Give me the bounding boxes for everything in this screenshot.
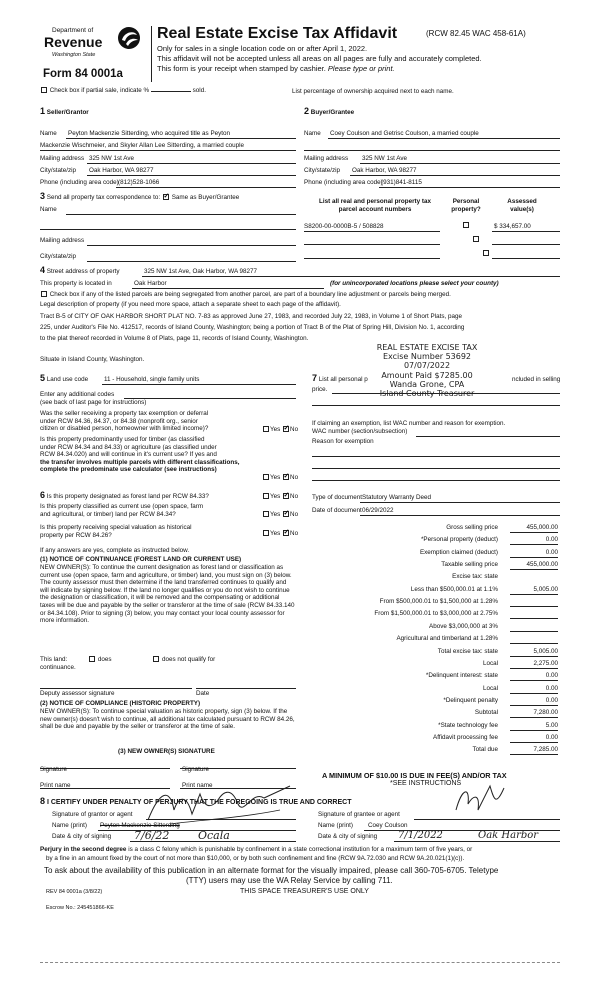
doc-date[interactable]: 06/29/2022 xyxy=(362,507,394,514)
section7-heading xyxy=(312,373,368,383)
forest-no-checkbox[interactable] xyxy=(283,493,289,499)
same-as-buyer-label: Same as Buyer/Grantee xyxy=(171,194,240,201)
calc-row-value[interactable]: 455,000.00 xyxy=(510,524,558,533)
dept-line1: Department of xyxy=(52,27,94,34)
land-use-label: Land use code xyxy=(46,376,89,383)
calc-row-value[interactable] xyxy=(510,598,558,607)
treasurer-stamp xyxy=(352,343,502,398)
notice3-title: (3) NEW OWNER(S) SIGNATURE xyxy=(118,748,215,755)
section4-segregate-row xyxy=(40,291,451,298)
timber-answer xyxy=(262,474,298,481)
forest-yes-label: Yes xyxy=(270,493,281,500)
exemption-q-line1: Was the seller receiving a property tax exemption or deferral xyxy=(40,410,209,417)
seller-num: 1 xyxy=(40,106,46,116)
section3-mail-underline xyxy=(87,245,296,246)
timber-no-label: No xyxy=(290,474,299,481)
exemption-yes-checkbox[interactable] xyxy=(263,426,269,432)
calc-row-label: Local xyxy=(482,684,498,692)
calc-row-label: Taxable selling price xyxy=(441,561,498,569)
grantee-sig-label: Signature of grantee or agent xyxy=(318,811,400,818)
grantee-date-label: Date & city of signing xyxy=(318,833,378,840)
calc-row-label: *State technology fee xyxy=(438,721,498,729)
section6-num: 6 xyxy=(40,490,46,500)
parcel-row3-underline xyxy=(304,258,440,259)
partial-sale-sold: sold. xyxy=(192,87,206,94)
parcel-row2-personal-checkbox[interactable] xyxy=(473,236,479,242)
parcels-header2-b: property? xyxy=(451,206,481,213)
calc-row-label: Exemption claimed (deduct) xyxy=(419,548,498,556)
stamp-line3: 07/07/2022 xyxy=(403,361,451,371)
stamp-line2: Excise Number 53692 xyxy=(382,352,472,362)
seller-name-label: Name xyxy=(40,130,57,137)
current-use-q-line2: and agricultural, or timber) land per RCW 84.34? xyxy=(40,510,176,518)
certify-text: I CERTIFY UNDER PENALTY OF PERJURY THAT THE FOREGOING IS TRUE AND CORRECT xyxy=(46,799,352,806)
deputy-date-label: Date xyxy=(196,690,210,697)
seller-mail[interactable]: 325 NW 1st Ave xyxy=(89,155,135,162)
minimum-due-note: A MINIMUM OF $10.00 IS DUE IN FEE(S) AND/OR TAX xyxy=(322,771,507,780)
land-use-underline xyxy=(102,384,296,385)
buyer-phone[interactable]: (931)841-8115 xyxy=(381,179,422,186)
partial-sale-label: Check box if partial sale, indicate % xyxy=(49,87,150,94)
seller-heading xyxy=(40,106,89,116)
historic-yes-checkbox[interactable] xyxy=(263,530,269,536)
exemption-q-line2: under RCW 84.36, 84.37, or 84.38 (nonprofit org., senior xyxy=(40,417,198,425)
perjury-line2: by a fine in an amount fixed by the court of not more than $10,000, or by both such confinement and fine (RCW 9A.72.030 and RCW 9A.20.021(1)(c)). xyxy=(46,855,465,862)
exemption-no-checkbox[interactable] xyxy=(283,426,289,432)
grantor-name[interactable]: Peyton Mackenzie Sitterding xyxy=(100,822,180,829)
parcel-row2-underline xyxy=(304,244,440,245)
section3-name-underline xyxy=(66,214,296,215)
doc-date-underline xyxy=(360,515,560,516)
calc-row-value[interactable]: 0.00 xyxy=(510,697,558,706)
parcel-row1-val-underline xyxy=(492,231,560,232)
alt-format-line1: To ask about the availability of this publication in an alternate format for the visually impaired, please call 360-705-6705. Teletype xyxy=(44,866,499,875)
legal-description-label: Legal description of property (if you need more space, attach a separate sheet to each page of the affidavit). xyxy=(40,301,341,308)
calc-row-value[interactable]: 5.00 xyxy=(510,722,558,731)
section4-located-note: (for unincorporated locations please select your county) xyxy=(330,280,499,287)
escrow-number: Escrow No.: 245451866-KE xyxy=(46,905,114,911)
parcel-row1-underline xyxy=(304,231,440,232)
treasurer-use-note: THIS SPACE TREASURER'S USE ONLY xyxy=(240,888,369,895)
section3-extra-underline xyxy=(40,229,296,230)
calc-row-label: Less than $500,000.01 at 1.1% xyxy=(410,585,498,593)
historic-q-line1: Is this property receiving special valuation as historical xyxy=(40,524,192,531)
calc-row-label: Total excise tax: state xyxy=(437,647,498,655)
section5-heading xyxy=(40,373,88,383)
additional-codes-underline xyxy=(124,398,296,399)
calc-row-label: *Delinquent penalty xyxy=(443,696,498,704)
calc-row-label: Total due xyxy=(472,746,498,754)
grantee-date-line xyxy=(394,841,560,842)
current-use-answer xyxy=(262,511,298,518)
section5-num: 5 xyxy=(40,373,46,383)
doc-date-label: Date of document xyxy=(312,507,362,514)
header-line2: This affidavit will not be accepted unless all areas on all pages are fully and accurately completed. xyxy=(157,54,482,63)
new-owner-sig1-label: Signature xyxy=(40,766,67,773)
timber-q-line3: RCW 84.34.020) and will continue in it's current use? If yes and xyxy=(40,451,217,459)
timber-question xyxy=(40,436,239,474)
timber-yes-label: Yes xyxy=(270,474,281,481)
parcels-header1 xyxy=(310,198,440,214)
timber-no-checkbox[interactable] xyxy=(283,474,289,480)
section3-text: Send all property tax correspondence to: xyxy=(46,194,161,201)
claim-exemption-text: If claiming an exemption, list WAC number and reason for exemption. xyxy=(312,420,506,427)
section3-mail-label: Mailing address xyxy=(40,237,85,244)
forest-question: Is this property designated as forest land per RCW 84.33? xyxy=(46,493,209,500)
seller-name-underline2 xyxy=(40,150,296,151)
exemption-question xyxy=(40,410,208,433)
historic-answer xyxy=(262,530,298,537)
personal-property-underline1 xyxy=(332,393,560,394)
partial-sale-checkbox[interactable] xyxy=(41,87,47,93)
reason-underline3 xyxy=(312,480,560,481)
calc-row-label: Agricultural and timberland at 1.28% xyxy=(396,635,498,643)
parcel-row3-val-underline xyxy=(492,258,560,259)
historic-q-line2: property per RCW 84.26? xyxy=(40,531,112,539)
grantee-date[interactable]: 7/1/2022 xyxy=(398,830,443,841)
does-label: does xyxy=(97,656,112,663)
personal-property-underline2 xyxy=(312,405,560,406)
stamp-line5: Wanda Grone, CPA xyxy=(389,379,465,389)
current-use-q-line1: Is this property classified as current use (open space, farm xyxy=(40,503,204,510)
calc-row-label: Subtotal xyxy=(474,709,498,717)
calc-row-value[interactable]: 0.00 xyxy=(510,549,558,558)
section7-text1: List all personal p xyxy=(318,376,368,383)
perjury-text1: is a class C felony which is punishable by confinement in a state correctional institution for a maximum term of five years, or xyxy=(128,846,473,853)
new-owner-print1-label: Print name xyxy=(40,782,71,789)
section4-street-row xyxy=(40,265,120,275)
current-use-yes-checkbox[interactable] xyxy=(263,511,269,517)
seller-title: Seller/Grantor xyxy=(46,109,89,116)
timber-yes-checkbox[interactable] xyxy=(263,474,269,480)
header-line3-text: This form is your receipt when stamped by cashier. xyxy=(157,64,326,73)
calc-row-value[interactable]: 0.00 xyxy=(510,685,558,694)
forest-yes-checkbox[interactable] xyxy=(263,493,269,499)
buyer-phone-underline xyxy=(379,187,560,188)
land-use-code[interactable]: 11 - Household, single family units xyxy=(104,376,200,383)
historic-yes-label: Yes xyxy=(270,530,281,537)
parcel-row1-personal-checkbox[interactable] xyxy=(463,222,469,228)
calc-row-value[interactable] xyxy=(510,610,558,619)
legal-desc-line3: to the plat thereof recorded in Volume 8 of Plats, page 11, records of Island County, Washington. xyxy=(40,335,309,342)
parcel-row2-val-underline xyxy=(492,244,560,245)
seller-name-line1[interactable]: Peyton Mackenzie Sitterding, who acquired title as Peyton xyxy=(68,130,231,137)
section3-heading xyxy=(40,191,239,201)
section4-street-label: Street address of property xyxy=(46,268,120,275)
does-checkbox[interactable] xyxy=(89,656,95,662)
notice2-body: NEW OWNER(S): To continue special valuation as historic property, sign (3) below. If the new owner(s) doesn't wish to continue, all additional tax calculated pursuant to RCW 84.26, shall be due and payable by the seller or transferor at the time of sale. xyxy=(40,708,295,731)
doc-type[interactable]: Statutory Warranty Deed xyxy=(362,494,432,501)
calc-row-label: *Delinquent interest: state xyxy=(425,672,498,680)
historic-no-checkbox[interactable] xyxy=(283,530,289,536)
additional-codes-note: (see back of last page for instructions) xyxy=(40,399,147,406)
section4-num: 4 xyxy=(40,265,46,275)
segregated-checkbox[interactable] xyxy=(41,291,47,297)
parcels-header1-b: parcel account numbers xyxy=(338,206,412,213)
reason-underline2 xyxy=(312,468,560,469)
does-not-label: does not qualify for xyxy=(161,656,216,663)
legal-desc-line2: 225, under Auditor's File No. 412517, records of Island County, Washington; being a portion of Tract B of the Plat of Spring Hill, Division No. 1, according xyxy=(40,324,465,331)
same-as-buyer-checkbox[interactable] xyxy=(163,194,169,200)
buyer-name-underline1 xyxy=(328,138,560,139)
timber-q-line5: complete the predominate use calculator (see instructions) xyxy=(40,466,217,474)
buyer-city-underline xyxy=(350,175,560,176)
timber-q-line4: the transfer involves multiple parcels with different classifications, xyxy=(40,458,240,466)
dor-swirl-icon xyxy=(116,26,142,50)
seller-name-line2[interactable]: Mackenzie Wischmeier, and Skyler Allan Lee Sitterding, a married couple xyxy=(40,142,245,149)
calc-row-label: Gross selling price xyxy=(446,524,498,531)
calc-row-value[interactable]: 455,000.00 xyxy=(510,561,558,570)
seller-name-underline1 xyxy=(66,138,296,139)
deputy-signature-label: Deputy assessor signature xyxy=(40,690,115,697)
calc-row-value[interactable] xyxy=(510,623,558,632)
historic-question xyxy=(40,524,192,539)
calc-row-value[interactable] xyxy=(510,635,558,644)
parcels-header2 xyxy=(446,198,486,214)
exemption-answer xyxy=(262,426,298,433)
reason-underline1 xyxy=(312,456,560,457)
parcels-header1-a: List all real and personal property tax xyxy=(319,198,431,205)
parcels-header3-b: value(s) xyxy=(510,206,534,213)
this-land-row xyxy=(40,656,215,663)
buyer-name-underline2 xyxy=(304,150,560,151)
continuance-label: continuance. xyxy=(40,664,76,671)
section3-name-label: Name xyxy=(40,206,57,213)
dor-logo xyxy=(40,27,150,67)
notice1-title: (1) NOTICE OF CONTINUANCE (FOREST LAND OR CURRENT USE) xyxy=(40,556,242,563)
buyer-name-line1[interactable]: Coey Coulson and Getrisc Coulson, a married couple xyxy=(330,130,479,137)
forest-no-label: No xyxy=(290,493,299,500)
wac-underline xyxy=(416,436,560,437)
buyer-name-label: Name xyxy=(304,130,321,137)
grantor-name-label: Name (print) xyxy=(52,822,87,829)
calc-row-value[interactable]: 5,005.00 xyxy=(510,586,558,595)
seller-city-label: City/state/zip xyxy=(40,167,77,174)
calc-row-value[interactable]: 7,285.00 xyxy=(510,746,558,755)
historic-no-label: No xyxy=(290,530,299,537)
calc-row-value[interactable]: 7,280.00 xyxy=(510,709,558,718)
partial-sale-row xyxy=(40,87,206,94)
exemption-no-label: No xyxy=(290,426,299,433)
parcels-header3 xyxy=(492,198,552,214)
segregated-label: Check box if any of the listed parcels are being segregated from another parcel, are part of a boundary line adjustment or parcels being merged. xyxy=(49,291,451,298)
seller-city-underline xyxy=(87,175,296,176)
section4-street-underline xyxy=(142,276,560,277)
list-percentage-note: List percentage of ownership acquired next to each name. xyxy=(292,88,454,95)
dept-line2: Revenue xyxy=(44,34,103,50)
section3-num: 3 xyxy=(40,191,46,201)
section4-located[interactable]: Oak Harbor xyxy=(134,280,167,287)
current-use-no-label: No xyxy=(290,511,299,518)
section7-text1b: ncluded in selling xyxy=(512,376,561,383)
current-use-no-checkbox[interactable] xyxy=(283,511,289,517)
buyer-title: Buyer/Grantee xyxy=(310,109,355,116)
parcel-row3-personal-checkbox[interactable] xyxy=(483,250,489,256)
section6-q1 xyxy=(40,490,209,500)
header-line1: Only for sales in a single location code on or after April 1, 2022. xyxy=(157,44,368,53)
notice1-body: NEW OWNER(S): To continue the current designation as forest land or classification as current use (open space, farm and agriculture, or timber) land, you must sign on (3) below. The county assessor must then determine if the land transferred continues to qualify and will indicate by signing below. If the land no longer qualifies or you do not wish to continue the designation or classification, it will be removed and the compensating or additional taxes will be due and payable by the seller or transferor at the time of sale (RCW 84.33.140 or 84.34.108). Prior to signing (3) below, you may contact your local county assessor for more information. xyxy=(40,564,295,625)
section4-located-label: This property is located in xyxy=(40,280,112,287)
form-number: Form 84 0001a xyxy=(43,68,123,80)
timber-q-line2: under RCW 84.34 and 84.33) or agriculture (as classified under xyxy=(40,443,217,451)
footer-dashed-line xyxy=(40,962,560,963)
calc-row-label: From $500,000.01 to $1,500,000 at 1.28% xyxy=(379,598,498,606)
seller-phone-label: Phone (including area code) xyxy=(40,179,119,186)
rev-number: REV 84 0001a (3/8/22) xyxy=(46,889,103,895)
deputy-sig-line xyxy=(40,688,192,689)
calc-row-label: Local xyxy=(482,659,498,667)
exemption-yes-label: Yes xyxy=(270,426,281,433)
buyer-num: 2 xyxy=(304,106,310,116)
grantor-date[interactable]: 7/6/22 xyxy=(134,829,170,842)
parcel-row1-value[interactable]: $ 334,657.00 xyxy=(494,223,531,230)
seller-mail-label: Mailing address xyxy=(40,155,85,162)
buyer-city-label: City/state/zip xyxy=(304,167,341,174)
grantor-date-line xyxy=(130,841,296,842)
section8-num: 8 xyxy=(40,796,46,806)
stamp-line6: Island County Treasurer xyxy=(379,389,475,399)
grantor-city[interactable]: Ocala xyxy=(198,829,230,842)
header-line3 xyxy=(157,64,395,73)
parcel-row1-number[interactable]: S8200-00-0000B-5 / 508828 xyxy=(304,223,384,230)
legal-desc-line4: Situate in Island County, Washington. xyxy=(40,356,145,363)
notice2-title: (2) NOTICE OF COMPLIANCE (HISTORIC PROPERTY) xyxy=(40,700,201,707)
section3-city-label: City/state/zip xyxy=(40,253,77,260)
grantee-name[interactable]: Coey Coulson xyxy=(368,822,408,829)
calc-row-label: Affidavit processing fee xyxy=(433,733,498,741)
buyer-mail[interactable]: 325 NW 1st Ave xyxy=(362,155,408,162)
exemption-q-line3: citizen or disabled person, homeowner with limited income)? xyxy=(40,425,209,433)
new-owner-sig2-label: Signature xyxy=(182,766,209,773)
doc-type-label: Type of document xyxy=(312,494,363,501)
section7-num: 7 xyxy=(312,373,318,383)
wac-label: WAC number (section/subsection) xyxy=(312,428,408,435)
stamp-line1: REAL ESTATE EXCISE TAX xyxy=(376,343,478,352)
timber-q-line1: Is this property predominantly used for timber (as classified xyxy=(40,436,205,443)
see-instructions: *SEE INSTRUCTIONS xyxy=(390,780,462,787)
parcels-header2-a: Personal xyxy=(452,198,480,205)
reason-label: Reason for exemption xyxy=(312,438,374,445)
section4-located-underline xyxy=(132,288,324,289)
buyer-phone-label: Phone (including area code) xyxy=(304,179,383,186)
header-divider xyxy=(151,26,152,82)
calc-row-label: Above $3,000,000 at 3% xyxy=(429,622,498,630)
parcels-header3-a: Assessed xyxy=(507,198,537,205)
does-not-checkbox[interactable] xyxy=(153,656,159,662)
perjury-bold: Perjury in the second degree xyxy=(40,846,127,853)
perjury-line1 xyxy=(40,846,472,853)
partial-sale-percent[interactable] xyxy=(151,91,191,92)
buyer-mail-underline xyxy=(360,163,560,164)
calc-row-label: From $1,500,000.01 to $3,000,000 at 2.75% xyxy=(374,610,498,618)
calc-row-label: *Personal property (deduct) xyxy=(420,536,498,544)
calc-row-value[interactable]: 0.00 xyxy=(510,536,558,545)
this-land-label: This land: xyxy=(40,656,68,663)
grantee-city[interactable]: Oak Harbor xyxy=(478,830,539,841)
calc-row-value[interactable]: 0.00 xyxy=(510,672,558,681)
new-owner-print2-label: Print name xyxy=(182,782,213,789)
grantor-signature-scribble xyxy=(140,780,310,830)
calc-row-value[interactable]: 2,275.00 xyxy=(510,660,558,669)
form-rcw: (RCW 82.45 WAC 458-61A) xyxy=(426,29,526,38)
grantee-name-label: Name (print) xyxy=(318,822,353,829)
seller-city[interactable]: Oak Harbor, WA 98277 xyxy=(89,167,154,174)
form-title: Real Estate Excise Tax Affidavit xyxy=(157,25,398,42)
stamp-line4: Amount Paid $7285.00 xyxy=(381,370,473,380)
deputy-date-line xyxy=(196,688,296,689)
calc-row-value[interactable]: 0.00 xyxy=(510,734,558,743)
seller-phone-underline xyxy=(116,187,296,188)
current-use-question xyxy=(40,503,203,518)
buyer-city[interactable]: Oak Harbor, WA 98277 xyxy=(352,167,417,174)
section4-street[interactable]: 325 NW 1st Ave, Oak Harbor, WA 98277 xyxy=(144,268,258,275)
section3-city-underline xyxy=(87,261,296,262)
doc-type-underline xyxy=(360,502,560,503)
seller-mail-underline xyxy=(87,163,296,164)
header-line3-italic: Please type or print. xyxy=(327,64,395,73)
buyer-heading xyxy=(304,106,354,116)
dept-line3: Washington State xyxy=(52,52,96,58)
grantor-date-label: Date & city of signing xyxy=(52,833,112,840)
grantor-name-line xyxy=(98,830,296,831)
forest-answer xyxy=(262,493,298,500)
seller-phone[interactable]: (812)528-1066 xyxy=(118,179,160,186)
grantor-sig-label: Signature of grantor or agent xyxy=(52,811,133,818)
calc-row-value[interactable]: 5,005.00 xyxy=(510,648,558,657)
section7-text2: price. xyxy=(312,386,328,393)
grantee-signature-scribble xyxy=(450,780,510,822)
if-yes-text: If any answers are yes, complete as instructed below. xyxy=(40,547,190,554)
alt-format-line2: (TTY) users may use the WA Relay Service by calling 711. xyxy=(186,876,393,885)
additional-codes-label: Enter any additional codes xyxy=(40,391,115,398)
calc-row-label: Excise tax: state xyxy=(452,573,498,581)
buyer-mail-label: Mailing address xyxy=(304,155,349,162)
current-use-yes-label: Yes xyxy=(270,511,281,518)
legal-desc-line1: Tract B-5 of CITY OF OAK HARBOR SHORT PLAT NO. 7-83 as approved June 27, 1983, and recorded July 22, 1983, in Volume 1 of Short Plats, page xyxy=(40,313,462,320)
